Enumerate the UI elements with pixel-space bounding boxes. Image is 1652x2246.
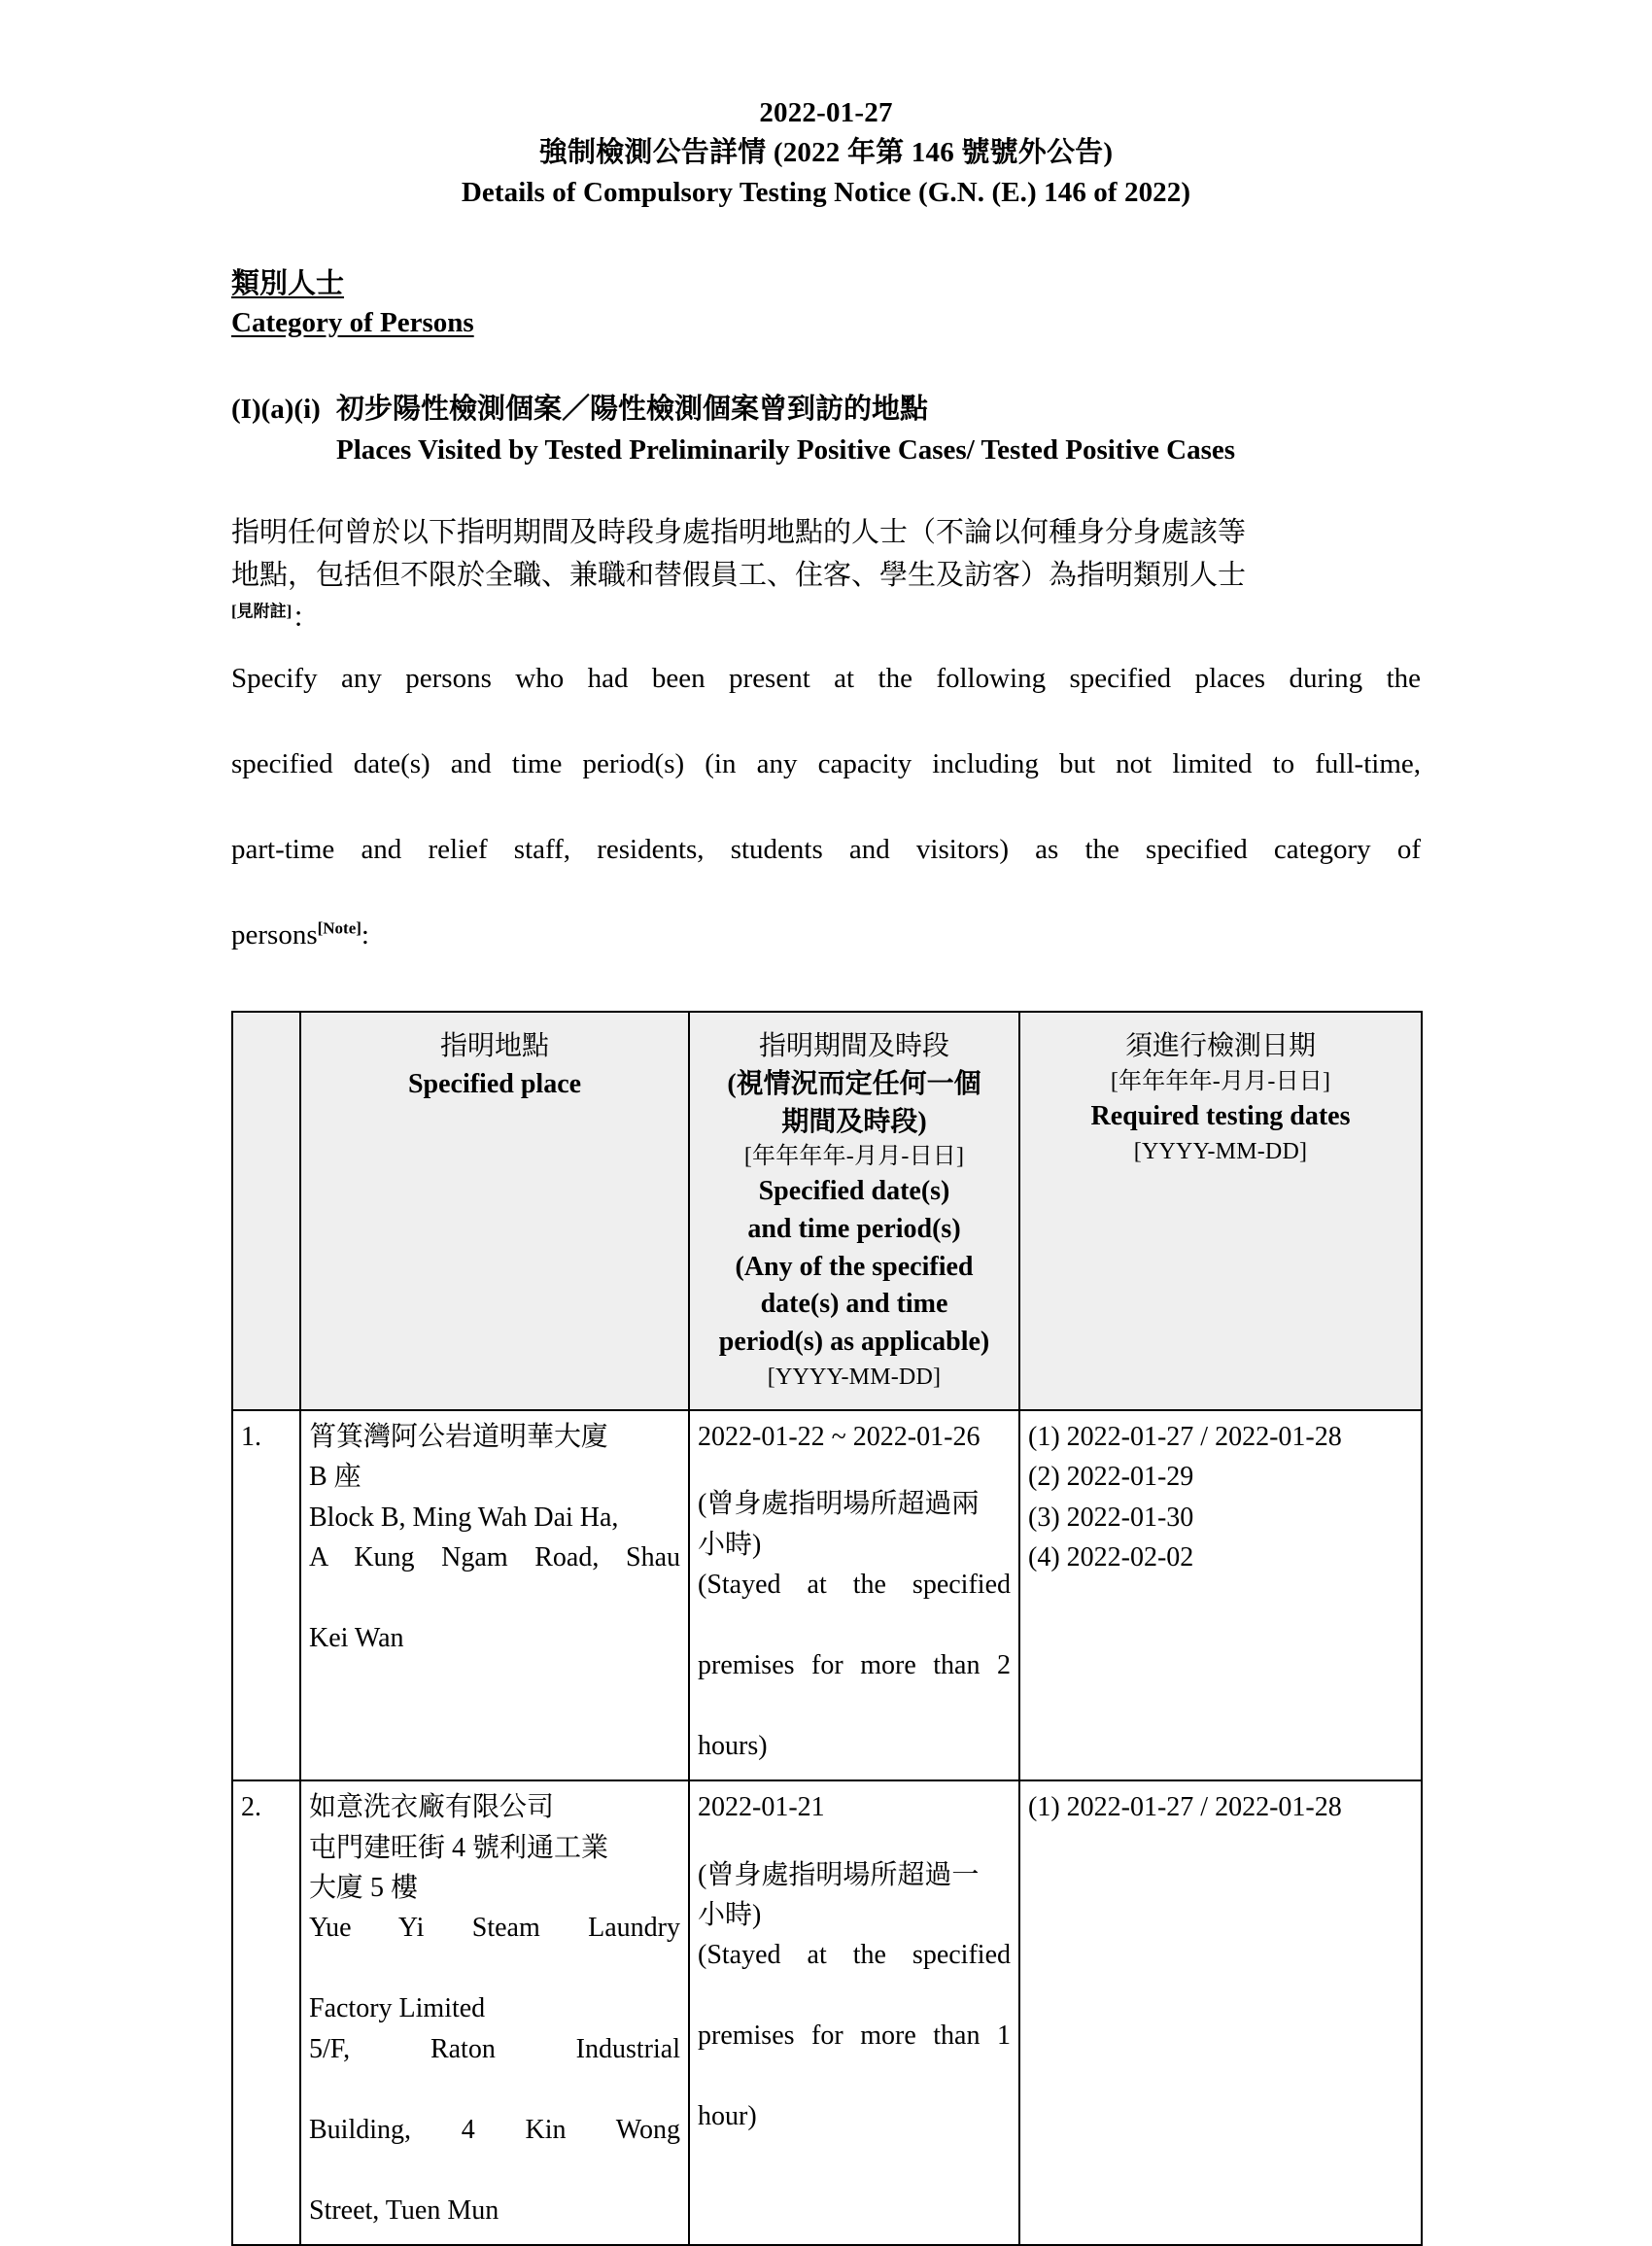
notice-date: 2022-01-27 <box>759 97 893 128</box>
footnote-marker-english: [Note] <box>317 918 361 938</box>
period-en-line-2: premises for more than 2 <box>698 1649 1011 1680</box>
period-dates: 2022-01-22 ~ 2022-01-26 <box>698 1421 981 1452</box>
column-header-period-en-2: and time period(s) <box>747 1214 961 1245</box>
place-zh-line-1: 如意洗衣廠有限公司 <box>309 1792 555 1823</box>
column-header-testing-zh-format: [年年年年-月月-日日] <box>1110 1069 1331 1095</box>
specification-paragraph-chinese <box>231 511 1421 639</box>
table-header-row <box>232 1012 1422 1409</box>
row-required-testing-dates <box>1019 1410 1422 1781</box>
subsection-heading-chinese: 初步陽性檢測個案／陽性檢測個案曾到訪的地點 <box>336 393 929 425</box>
place-zh-line-3: 大廈 5 樓 <box>309 1873 419 1904</box>
section-heading-chinese: 類別人士 <box>231 267 345 299</box>
place-zh-line-1: 筲箕灣阿公岩道明華大廈 <box>309 1421 609 1452</box>
row-number: 2. <box>232 1780 300 2245</box>
row-required-testing-dates <box>1019 1780 1422 2245</box>
paragraph-en-line-4: persons <box>231 919 318 951</box>
column-header-period-en-1: Specified date(s) <box>758 1176 950 1207</box>
place-zh-line-2: B 座 <box>309 1462 361 1493</box>
column-header-period-en-3: (Any of the specified <box>735 1251 974 1282</box>
period-zh-line-2: 小時) <box>698 1900 762 1931</box>
period-dates: 2022-01-21 <box>698 1792 825 1823</box>
place-en-line-3: Kei Wan <box>309 1622 404 1653</box>
specified-places-table-wrapper <box>231 1011 1421 2246</box>
table-row <box>232 1780 1422 2245</box>
period-spacer <box>698 1457 1011 1484</box>
paragraph-en-line-2: specified date(s) and time period(s) (in any capacity including but not limited to full-time, <box>231 748 1421 780</box>
place-en-line-3: 5/F, Raton Industrial <box>309 2033 680 2064</box>
period-en-line-3: hours) <box>698 1730 768 1761</box>
column-header-number <box>232 1012 300 1409</box>
column-header-testing-en-format: [YYYY-MM-DD] <box>1133 1138 1308 1164</box>
place-en-line-1: Block B, Ming Wah Dai Ha, <box>309 1502 619 1533</box>
testing-date-item: (2) 2022-01-29 <box>1028 1462 1194 1493</box>
paragraph-zh-line-2: 地點，包括但不限於全職、兼職和替假員工、住客、學生及訪客）為指明類別人士 <box>231 559 1247 591</box>
notice-title-english: Details of Compulsory Testing Notice (G.N. (E.) 146 of 2022) <box>461 177 1191 209</box>
period-spacer <box>698 1828 1011 1855</box>
testing-date-item: (1) 2022-01-27 / 2022-01-28 <box>1028 1421 1342 1452</box>
column-header-required-testing-dates <box>1019 1012 1422 1409</box>
place-zh-line-2: 屯門建旺街 4 號利通工業 <box>309 1832 609 1863</box>
paragraph-en-line-3: part-time and relief staff, residents, students and visitors) as the specified category of <box>231 834 1421 866</box>
row-number: 1. <box>232 1410 300 1781</box>
place-en-line-1: Yue Yi Steam Laundry <box>309 1913 680 1944</box>
column-header-specified-period <box>689 1012 1019 1409</box>
specification-paragraph-english <box>231 657 1421 957</box>
paragraph-en-line-1: Specify any persons who had been present at the following specified places during the <box>231 662 1421 694</box>
row-specified-period <box>689 1410 1019 1781</box>
footnote-marker-chinese: [見附註] <box>231 602 293 621</box>
place-en-line-5: Street, Tuen Mun <box>309 2194 499 2226</box>
subsection-places-visited <box>231 389 1421 470</box>
paragraph-en-tail: : <box>361 919 369 951</box>
document-title-block <box>231 93 1421 214</box>
column-header-place-chinese: 指明地點 <box>439 1031 549 1062</box>
column-header-testing-english: Required testing dates <box>1090 1101 1351 1132</box>
paragraph-zh-line-1: 指明任何曾於以下指明期間及時段身處指明地點的人士（不論以何種身分身處該等 <box>231 516 1247 548</box>
column-header-period-zh-2: (視情況而定任何一個 <box>727 1069 981 1100</box>
row-specified-period <box>689 1780 1019 2245</box>
place-en-line-4: Building, 4 Kin Wong <box>309 2114 680 2145</box>
place-en-line-2: A Kung Ngam Road, Shau <box>309 1541 680 1572</box>
column-header-period-en-5: period(s) as applicable) <box>718 1326 990 1357</box>
period-zh-line-1: (曾身處指明場所超過一 <box>698 1859 980 1890</box>
subsection-heading-english: Places Visited by Tested Preliminarily Positive Cases/ Tested Positive Cases <box>336 433 1236 466</box>
period-en-line-1: (Stayed at the specified <box>698 1940 1011 1971</box>
period-en-line-2: premises for more than 1 <box>698 2021 1011 2052</box>
column-header-specified-place <box>300 1012 689 1409</box>
period-en-line-3: hour) <box>698 2101 757 2132</box>
section-category-of-persons <box>231 264 1421 342</box>
place-en-line-2: Factory Limited <box>309 1993 486 2024</box>
row-specified-place <box>300 1410 689 1781</box>
column-header-testing-chinese: 須進行檢測日期 <box>1124 1031 1316 1062</box>
period-en-line-1: (Stayed at the specified <box>698 1569 1011 1600</box>
column-header-period-en-4: date(s) and time <box>760 1289 948 1320</box>
column-header-place-english: Specified place <box>407 1069 582 1100</box>
column-header-period-zh-format: [年年年年-月月-日日] <box>743 1144 965 1170</box>
period-zh-line-1: (曾身處指明場所超過兩 <box>698 1489 980 1520</box>
specified-places-table <box>231 1011 1423 2246</box>
column-header-period-zh-1: 指明期間及時段 <box>758 1031 949 1062</box>
section-heading-english: Category of Persons <box>231 306 474 338</box>
paragraph-zh-tail: ： <box>292 602 321 634</box>
column-header-period-en-format: [YYYY-MM-DD] <box>767 1364 942 1390</box>
subsection-label: (I)(a)(i) <box>231 393 321 425</box>
testing-date-item: (3) 2022-01-30 <box>1028 1502 1194 1533</box>
testing-date-item: (4) 2022-02-02 <box>1028 1541 1194 1572</box>
table-row <box>232 1410 1422 1781</box>
testing-date-item: (1) 2022-01-27 / 2022-01-28 <box>1028 1792 1342 1823</box>
row-specified-place <box>300 1780 689 2245</box>
column-header-period-zh-3: 期間及時段) <box>781 1106 927 1137</box>
notice-title-chinese: 強制檢測公告詳情 (2022 年第 146 號號外公告) <box>538 137 1114 169</box>
period-zh-line-2: 小時) <box>698 1529 762 1560</box>
